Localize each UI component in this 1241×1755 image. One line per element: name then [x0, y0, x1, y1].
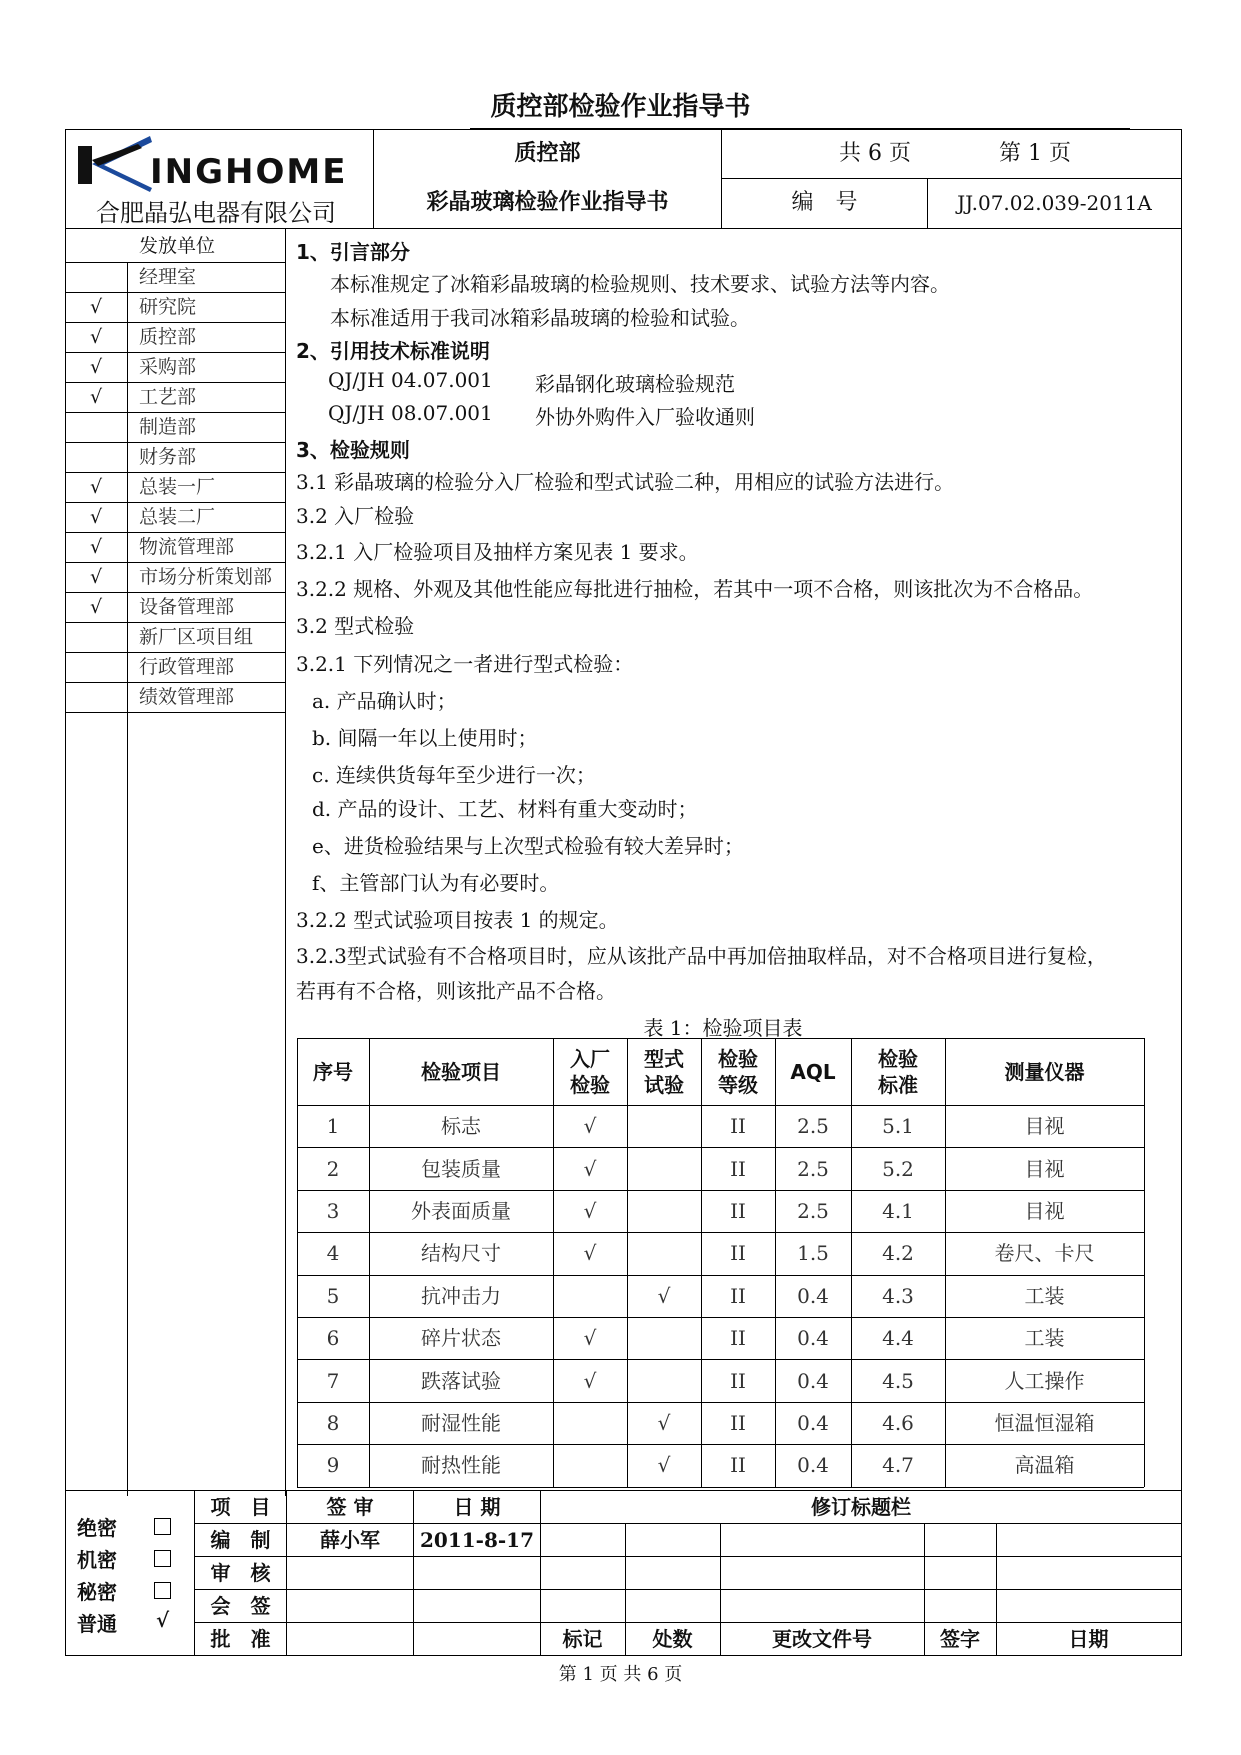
- cell-instrument: 目视: [1024, 1114, 1065, 1139]
- sign-row-label: 会 签: [210, 1594, 271, 1618]
- cell-item: 标志: [441, 1114, 481, 1139]
- cell-level: II: [730, 1368, 746, 1393]
- cell-instrument: 恒温恒湿箱: [994, 1410, 1095, 1435]
- code-label: 编 号: [791, 189, 858, 215]
- cell-seq: 3: [326, 1198, 340, 1223]
- unit-name: 经理室: [139, 265, 197, 288]
- cell-aql: 0.4: [797, 1368, 829, 1393]
- unit-divider: [65, 712, 285, 713]
- line-3-2-3-a: 3.2.3型式试验有不合格项目时，应从该批产品中再加倍抽取样品，对不合格项目进行复检，: [296, 944, 1107, 968]
- distribution-row: [65, 562, 285, 592]
- revision-col-count: 处数: [652, 1627, 693, 1651]
- cell-type-test: [627, 1317, 701, 1359]
- ref-2-name: 外协外购件入厂验收通则: [535, 405, 755, 429]
- header-aql: AQL: [790, 1059, 836, 1084]
- line-3-2-2: 3.2.2 规格、外观及其他性能应每批进行抽检，若其中一项不合格，则该批次为不合格品。: [296, 577, 1094, 601]
- header-instrument: 测量仪器: [1004, 1059, 1085, 1084]
- cell-standard: 4.4: [882, 1326, 914, 1351]
- cell-aql: 1.5: [797, 1241, 829, 1266]
- cell-incoming: [553, 1402, 627, 1444]
- cell-aql: 0.4: [797, 1283, 829, 1308]
- cell-instrument: 目视: [1024, 1198, 1065, 1223]
- distribution-row: [65, 382, 285, 412]
- distribution-row: [65, 472, 285, 502]
- sign-column-head: 签 审: [326, 1495, 374, 1519]
- cell-type-test: √: [657, 1410, 671, 1435]
- unit-check: √: [89, 475, 103, 498]
- cell-seq: 9: [326, 1453, 340, 1478]
- unit-name: 采购部: [139, 355, 197, 378]
- cell-instrument: 目视: [1024, 1156, 1065, 1181]
- cell-aql: 2.5: [797, 1114, 829, 1139]
- unit-check: [65, 652, 127, 682]
- secrecy-level: [66, 1512, 194, 1540]
- cell-incoming: [553, 1275, 627, 1317]
- cell-incoming: √: [583, 1241, 597, 1266]
- company-name: 合肥晶弘电器有限公司: [96, 199, 336, 227]
- unit-name: 总装二厂: [139, 505, 216, 528]
- cell-type-test: [627, 1190, 701, 1232]
- cell-level: II: [730, 1156, 746, 1181]
- unit-name: 物流管理部: [139, 535, 235, 558]
- item-c: c. 连续供货每年至少进行一次；: [312, 763, 596, 787]
- distribution-title: 发放单位: [139, 234, 216, 257]
- cell-level: II: [730, 1326, 746, 1351]
- secrecy-level: [66, 1608, 194, 1636]
- cell-type-test: √: [657, 1453, 671, 1478]
- revision-col-doc: 更改文件号: [772, 1627, 872, 1651]
- secrecy-label: 机密: [77, 1548, 117, 1572]
- cell-seq: 4: [326, 1241, 340, 1266]
- distribution-row: [65, 262, 285, 292]
- secrecy-check-mark[interactable]: √: [156, 1608, 170, 1632]
- cell-standard: 4.6: [882, 1410, 914, 1435]
- section-1-title: 1、引言部分: [296, 240, 410, 264]
- unit-name: 工艺部: [139, 385, 197, 408]
- distribution-row: [65, 652, 285, 682]
- header-level: 检验 等级: [718, 1046, 758, 1097]
- cell-instrument: 工装: [1024, 1326, 1065, 1351]
- item-d: d. 产品的设计、工艺、材料有重大变动时；: [312, 797, 698, 821]
- cell-level: II: [730, 1453, 746, 1478]
- cell-instrument: 高温箱: [1014, 1453, 1075, 1478]
- unit-check: √: [89, 355, 103, 378]
- section-1-para-2: 本标准适用于我司冰箱彩晶玻璃的检验和试验。: [330, 306, 750, 330]
- cell-item: 抗冲击力: [421, 1283, 501, 1308]
- cell-type-test: [627, 1105, 701, 1147]
- line-3-2: 3.2 入厂检验: [296, 504, 415, 528]
- distribution-row: [65, 412, 285, 442]
- distribution-row: [65, 322, 285, 352]
- section-1-para-1: 本标准规定了冰箱彩晶玻璃的检验规则、技术要求、试验方法等内容。: [330, 272, 950, 296]
- cell-type-test: [627, 1147, 701, 1189]
- ref-1-code: QJ/JH 04.07.001: [328, 368, 493, 392]
- unit-check: √: [89, 385, 103, 408]
- cell-seq: 8: [326, 1410, 340, 1435]
- header-item: 检验项目: [421, 1059, 501, 1084]
- line-3-2-2-b: 3.2.2 型式试验项目按表 1 的规定。: [296, 908, 619, 932]
- header-standard: 检验 标准: [878, 1046, 918, 1097]
- unit-name: 行政管理部: [139, 655, 235, 678]
- unit-check: [65, 442, 127, 472]
- unit-name: 制造部: [139, 415, 197, 438]
- cell-level: II: [730, 1241, 746, 1266]
- unit-check: √: [89, 325, 103, 348]
- sign-row-label: 编 制: [210, 1528, 271, 1552]
- unit-check: √: [89, 535, 103, 558]
- total-pages: 共 6 页: [839, 140, 911, 166]
- distribution-row: [65, 502, 285, 532]
- secrecy-checkbox[interactable]: [154, 1582, 171, 1599]
- cell-standard: 4.5: [882, 1368, 914, 1393]
- cell-type-test: √: [657, 1283, 671, 1308]
- cell-item: 外表面质量: [411, 1198, 511, 1223]
- distribution-row: [65, 592, 285, 622]
- cell-standard: 4.1: [882, 1198, 914, 1223]
- cell-level: II: [730, 1198, 746, 1223]
- unit-check: √: [89, 295, 103, 318]
- table-row-line: [297, 1487, 1144, 1488]
- item-e: e、进货检验结果与上次型式检验有较大差异时；: [312, 834, 744, 858]
- cell-seq: 7: [326, 1368, 340, 1393]
- instruction-name: 彩晶玻璃检验作业指导书: [426, 189, 669, 215]
- secrecy-label: 普通: [77, 1612, 117, 1636]
- table-caption: 表 1：检验项目表: [643, 1016, 803, 1040]
- unit-name: 质控部: [139, 325, 197, 348]
- unit-name: 新厂区项目组: [139, 625, 254, 648]
- revision-col-mark: 标记: [562, 1627, 603, 1651]
- sign-row-label: 项 目: [210, 1495, 271, 1519]
- distribution-row: [65, 622, 285, 652]
- unit-check: [65, 622, 127, 652]
- cell-aql: 0.4: [797, 1453, 829, 1478]
- secrecy-label: 秘密: [77, 1580, 117, 1604]
- unit-check: [65, 412, 127, 442]
- company-logo: [78, 136, 152, 196]
- cell-type-test: [627, 1232, 701, 1274]
- secrecy-checkbox[interactable]: [154, 1518, 171, 1535]
- ref-1-name: 彩晶钢化玻璃检验规范: [535, 372, 735, 396]
- sign-row-label: 审 核: [210, 1561, 271, 1585]
- code-value: JJ.07.02.039-2011A: [957, 191, 1152, 215]
- cell-standard: 4.3: [882, 1283, 914, 1308]
- page-number: 第 1 页: [999, 140, 1071, 166]
- revision-title: 修订标题栏: [811, 1495, 911, 1519]
- section-2-title: 2、引用技术标准说明: [296, 339, 490, 363]
- cell-standard: 4.2: [882, 1241, 914, 1266]
- cell-aql: 0.4: [797, 1410, 829, 1435]
- date-column-head: 日 期: [453, 1495, 501, 1519]
- cell-incoming: √: [583, 1114, 597, 1139]
- line-3-2-1: 3.2.1 入厂检验项目及抽样方案见表 1 要求。: [296, 540, 699, 564]
- ref-2-code: QJ/JH 08.07.001: [328, 401, 493, 425]
- unit-check: [65, 262, 127, 292]
- cell-incoming: √: [583, 1368, 597, 1393]
- cell-standard: 5.1: [882, 1114, 914, 1139]
- cell-seq: 5: [326, 1283, 340, 1308]
- cell-item: 耐湿性能: [421, 1410, 501, 1435]
- distribution-row: [65, 532, 285, 562]
- unit-name: 设备管理部: [139, 595, 235, 618]
- table-column-line: [1144, 1038, 1145, 1487]
- distribution-row: [65, 352, 285, 382]
- header-type-test: 型式 试验: [644, 1046, 684, 1097]
- cell-item: 包装质量: [421, 1156, 501, 1181]
- unit-check: [65, 682, 127, 712]
- cell-incoming: √: [583, 1198, 597, 1223]
- cell-seq: 2: [326, 1156, 340, 1181]
- header-incoming: 入厂 检验: [570, 1046, 610, 1097]
- section-3-title: 3、检验规则: [296, 438, 410, 462]
- line-3-1: 3.1 彩晶玻璃的检验分入厂检验和型式试验二种，用相应的试验方法进行。: [296, 470, 955, 494]
- secrecy-label: 绝密: [77, 1516, 117, 1540]
- cell-seq: 6: [326, 1326, 340, 1351]
- distribution-row: [65, 292, 285, 322]
- item-a: a. 产品确认时；: [312, 689, 457, 713]
- unit-name: 财务部: [139, 445, 197, 468]
- revision-col-date: 日期: [1068, 1627, 1109, 1651]
- unit-check: √: [89, 505, 103, 528]
- cell-type-test: [627, 1359, 701, 1401]
- revision-col-sign: 签字: [940, 1627, 980, 1651]
- unit-name: 市场分析策划部: [139, 565, 273, 588]
- distribution-row: [65, 682, 285, 712]
- cell-instrument: 人工操作: [1004, 1368, 1085, 1393]
- cell-incoming: √: [583, 1326, 597, 1351]
- dept-name: 质控部: [514, 140, 581, 166]
- cell-level: II: [730, 1283, 746, 1308]
- editor-name: 薛小军: [320, 1528, 380, 1552]
- cell-seq: 1: [326, 1114, 340, 1139]
- unit-name: 绩效管理部: [139, 685, 235, 708]
- secrecy-level: [66, 1544, 194, 1572]
- cell-item: 耐热性能: [421, 1453, 501, 1478]
- document-title: 质控部检验作业指导书: [490, 92, 751, 122]
- line-3-2-1-b: 3.2.1 下列情况之一者进行型式检验：: [296, 652, 634, 676]
- item-b: b. 间隔一年以上使用时；: [312, 726, 538, 750]
- cell-incoming: [553, 1444, 627, 1486]
- cell-aql: 2.5: [797, 1198, 829, 1223]
- unit-name: 总装一厂: [139, 475, 216, 498]
- cell-aql: 0.4: [797, 1326, 829, 1351]
- cell-level: II: [730, 1410, 746, 1435]
- cell-level: II: [730, 1114, 746, 1139]
- cell-standard: 4.7: [882, 1453, 914, 1478]
- sign-row-label: 批 准: [210, 1627, 271, 1651]
- cell-instrument: 卷尺、卡尺: [994, 1241, 1095, 1266]
- header-seq: 序号: [313, 1059, 353, 1084]
- edit-date: 2011-8-17: [419, 1528, 534, 1552]
- cell-standard: 5.2: [882, 1156, 914, 1181]
- line-3-2-b: 3.2 型式检验: [296, 614, 415, 638]
- secrecy-level: [66, 1576, 194, 1604]
- cell-instrument: 工装: [1024, 1283, 1065, 1308]
- cell-aql: 2.5: [797, 1156, 829, 1181]
- cell-item: 跌落试验: [421, 1368, 501, 1393]
- item-f: f、主管部门认为有必要时。: [312, 871, 560, 895]
- page-footer: 第 1 页 共 6 页: [558, 1664, 683, 1685]
- distribution-row: [65, 442, 285, 472]
- cell-item: 碎片状态: [421, 1326, 501, 1351]
- cell-incoming: √: [583, 1156, 597, 1181]
- unit-name: 研究院: [139, 295, 197, 318]
- unit-check: √: [89, 565, 103, 588]
- cell-item: 结构尺寸: [421, 1241, 501, 1266]
- secrecy-checkbox[interactable]: [154, 1550, 171, 1567]
- line-3-2-3-b: 若再有不合格，则该批产品不合格。: [296, 979, 616, 1003]
- unit-check: √: [89, 595, 103, 618]
- logo-wordmark: INGHOME: [150, 152, 348, 192]
- logo-k-icon: [78, 136, 152, 192]
